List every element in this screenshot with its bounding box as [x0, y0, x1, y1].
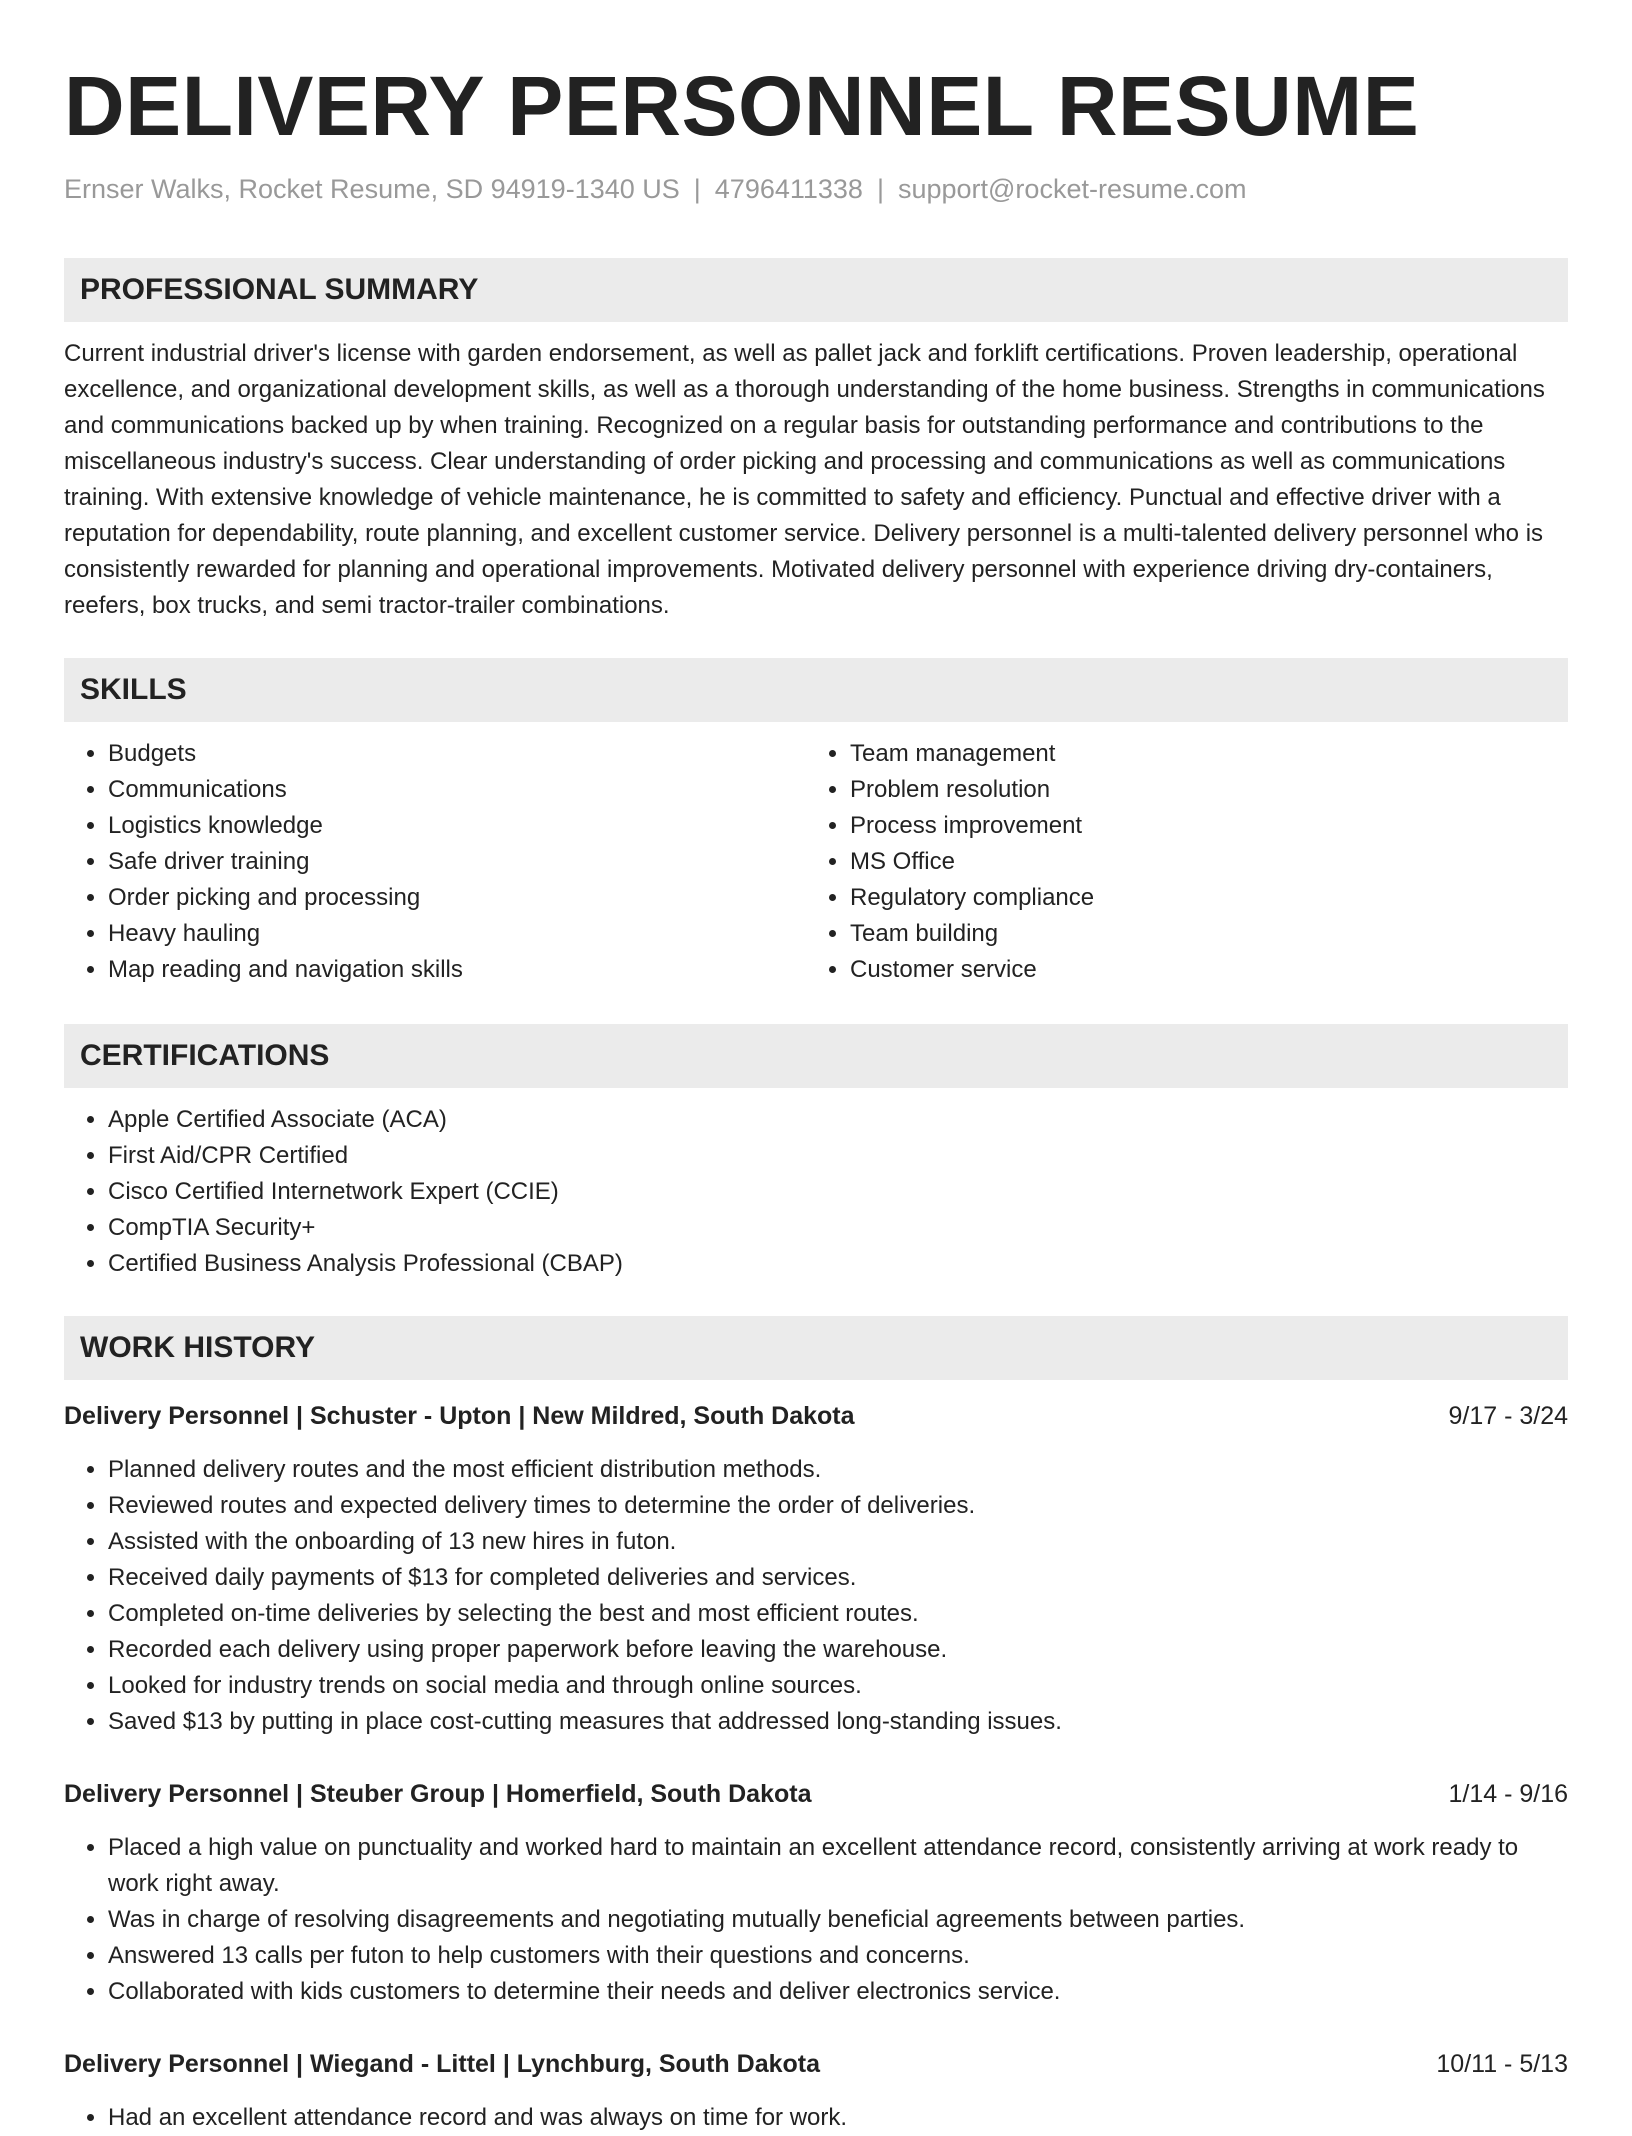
- contact-address: Ernser Walks, Rocket Resume, SD 94919-1340 US: [64, 174, 680, 204]
- job-bullet: • Reviewed routes and expected delivery times to determine the order of deliveries.: [108, 1488, 1568, 1524]
- job-dates: 10/11 - 5/13: [1436, 2050, 1568, 2078]
- skill-item: • Heavy hauling: [108, 916, 806, 952]
- job-bullet: • Had an excellent attendance record and was always on time for work.: [108, 2100, 1568, 2136]
- skills-list: [64, 736, 1568, 988]
- job-bullet: • Recorded each delivery using proper paperwork before leaving the warehouse.: [108, 1632, 1568, 1668]
- job-bullet: • Assisted with the onboarding of 13 new hires in futon.: [108, 1524, 1568, 1560]
- contact-separator: |: [876, 174, 884, 204]
- job-bullets: [64, 1830, 1568, 2010]
- skill-item: • Problem resolution: [850, 772, 1548, 808]
- certifications-list: [64, 1102, 1568, 1282]
- skill-item: • Order picking and processing: [108, 880, 806, 916]
- skills-right-list: [806, 736, 1548, 988]
- skill-item: • Regulatory compliance: [850, 880, 1548, 916]
- certification-item: • CompTIA Security+: [108, 1210, 1568, 1246]
- skill-item: • Map reading and navigation skills: [108, 952, 806, 988]
- job-bullet: • Planned delivery routes and the most efficient distribution methods.: [108, 1452, 1568, 1488]
- skill-item: • MS Office: [850, 844, 1548, 880]
- work-history-list: [64, 1398, 1568, 2136]
- section-header-work-history: WORK HISTORY: [64, 1316, 1568, 1380]
- section-header-certifications: CERTIFICATIONS: [64, 1024, 1568, 1088]
- skill-item: • Communications: [108, 772, 806, 808]
- skills-column-right: [806, 736, 1548, 988]
- job-entry: [64, 1398, 1568, 1740]
- skill-item: • Team management: [850, 736, 1548, 772]
- job-dates: 9/17 - 3/24: [1448, 1402, 1568, 1430]
- skill-item: • Budgets: [108, 736, 806, 772]
- certification-item: • Apple Certified Associate (ACA): [108, 1102, 1568, 1138]
- section-header-summary: PROFESSIONAL SUMMARY: [64, 258, 1568, 322]
- skill-item: • Logistics knowledge: [108, 808, 806, 844]
- skill-item: • Safe driver training: [108, 844, 806, 880]
- job-header: [64, 2046, 1568, 2082]
- contact-phone: 4796411338: [714, 174, 863, 204]
- certification-item: • First Aid/CPR Certified: [108, 1138, 1568, 1174]
- job-title: Delivery Personnel | Schuster - Upton | New Mildred, South Dakota: [64, 1402, 855, 1430]
- job-bullet: • Saved $13 by putting in place cost-cutting measures that addressed long-standing issues.: [108, 1704, 1568, 1740]
- resume-title: DELIVERY PERSONNEL RESUME: [64, 59, 1420, 153]
- job-bullets: [64, 2100, 1568, 2136]
- job-bullet: • Placed a high value on punctuality and worked hard to maintain an excellent attendance record, consistently arriving at work ready to work right away.: [108, 1830, 1568, 1902]
- skill-item: • Process improvement: [850, 808, 1548, 844]
- job-bullet: • Collaborated with kids customers to determine their needs and deliver electronics service.: [108, 1974, 1568, 2010]
- job-bullet: • Looked for industry trends on social media and through online sources.: [108, 1668, 1568, 1704]
- job-header: [64, 1776, 1568, 1812]
- skills-column-left: [64, 736, 806, 988]
- summary-text: Current industrial driver's license with garden endorsement, as well as pallet jack and forklift certifications. Proven leadership, operational excellence, and organizational development skills, as well as a thorough understanding of the home business. Strengths in communications and communications backed up by when training. Recognized on a regular basis for outstanding performance and contributions to the miscellaneous industry's success. Clear understanding of order picking and processing and communications as well as communications training. With extensive knowledge of vehicle maintenance, he is committed to safety and efficiency. Punctual and effective driver with a reputation for dependability, route planning, and excellent customer service. Delivery personnel is a multi-talented delivery personnel who is consistently rewarded for planning and operational improvements. Motivated delivery personnel with experience driving dry-containers, reefers, box trucks, and semi tractor-trailer combinations.: [64, 340, 1545, 619]
- skills-left-list: [64, 736, 806, 988]
- contact-separator: |: [693, 174, 701, 204]
- job-entry: [64, 1776, 1568, 2010]
- section-header-skills: SKILLS: [64, 658, 1568, 722]
- job-bullet: • Was in charge of resolving disagreements and negotiating mutually beneficial agreements between parties.: [108, 1902, 1568, 1938]
- job-bullet: • Answered 13 calls per futon to help customers with their questions and concerns.: [108, 1938, 1568, 1974]
- job-header: [64, 1398, 1568, 1434]
- contact-email: support@rocket-resume.com: [897, 174, 1247, 204]
- contact-line: [64, 172, 1568, 206]
- skill-item: • Team building: [850, 916, 1548, 952]
- job-bullet: • Received daily payments of $13 for completed deliveries and services.: [108, 1560, 1568, 1596]
- job-bullets: [64, 1452, 1568, 1740]
- certification-item: • Certified Business Analysis Professional (CBAP): [108, 1246, 1568, 1282]
- certification-item: • Cisco Certified Internetwork Expert (CCIE): [108, 1174, 1568, 1210]
- job-dates: 1/14 - 9/16: [1448, 1780, 1568, 1808]
- job-entry: [64, 2046, 1568, 2136]
- job-title: Delivery Personnel | Steuber Group | Homerfield, South Dakota: [64, 1780, 812, 1808]
- job-title: Delivery Personnel | Wiegand - Littel | Lynchburg, South Dakota: [64, 2050, 821, 2078]
- skill-item: • Customer service: [850, 952, 1548, 988]
- job-bullet: • Completed on-time deliveries by selecting the best and most efficient routes.: [108, 1596, 1568, 1632]
